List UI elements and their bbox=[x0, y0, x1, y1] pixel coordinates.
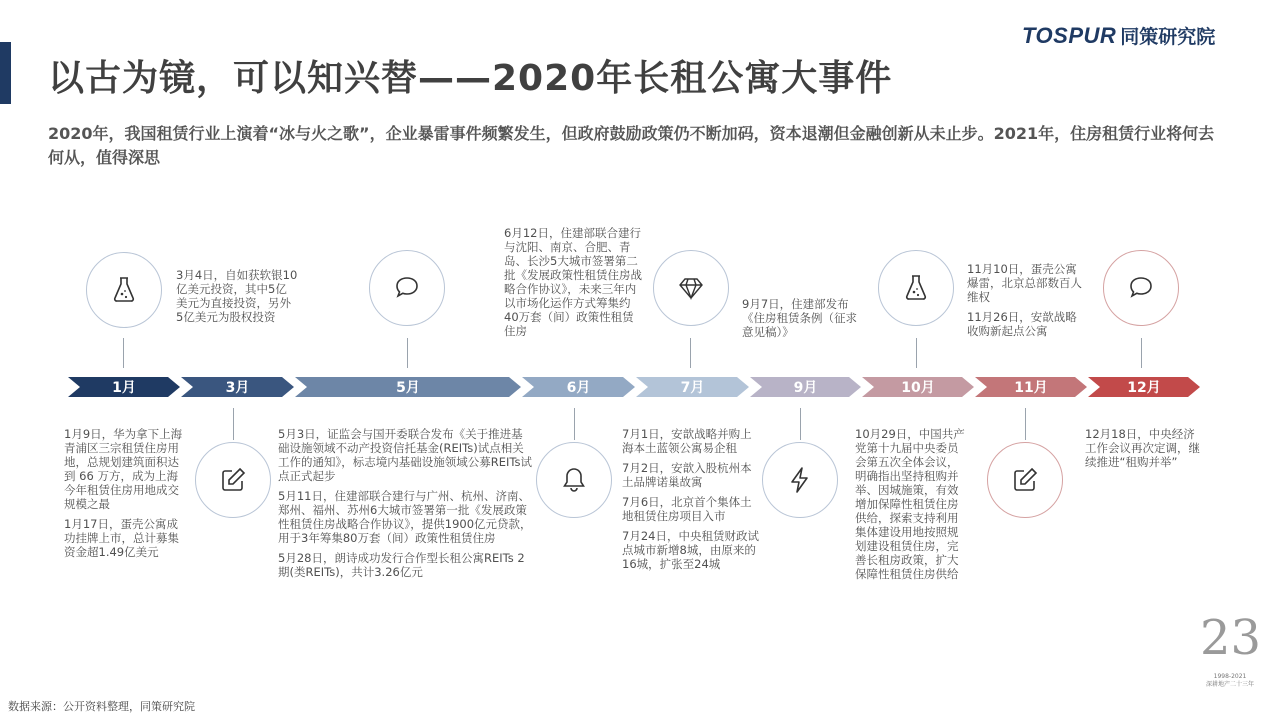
note-paragraph: 10月29日，中国共产党第十九届中央委员会第五次全体会议，明确指出坚持租购并举、因城施策，有效增加保障性租赁住房供给，探索支持利用集体建设用地按照规划建设租赁住房，完善长租房政策，扩大保障性租赁住房供给 bbox=[855, 427, 965, 581]
note-paragraph: 6月12日，住建部联合建行与沈阳、南京、合肥、青岛、长沙5大城市签署第二批《发展政策性租赁住房战略合作协议》，未来三年内以市场化运作方式筹集约40万套（间）政策性租赁住房 bbox=[504, 226, 642, 338]
connector-line bbox=[233, 408, 234, 440]
page-title: 以古为镜，可以知兴替——2020年长租公寓大事件 bbox=[48, 58, 893, 99]
connector-line bbox=[407, 338, 408, 368]
timeline-month-label: 1月 bbox=[112, 380, 136, 396]
note-december bbox=[1085, 427, 1201, 475]
lightning-icon-circle bbox=[762, 442, 838, 518]
chat-icon-circle bbox=[369, 250, 445, 326]
connector-line bbox=[123, 338, 124, 368]
note-paragraph: 1月9日，华为拿下上海青浦区三宗租赁住房用地，总规划建筑面积达到 66 万方，成为上海今年租赁住房用地成交规模之最 bbox=[64, 427, 183, 511]
connector-line bbox=[574, 408, 575, 440]
connector-line bbox=[690, 338, 691, 368]
connector-line bbox=[1025, 408, 1026, 440]
note-paragraph: 7月2日，安歆入股杭州本土品牌诺巢故寓 bbox=[622, 461, 752, 489]
note-paragraph: 11月10日，蛋壳公寓爆雷，北京总部数百人维权 bbox=[967, 262, 1082, 304]
intro-text: 2020年，我国租赁行业上演着“冰与火之歌”，企业暴雷事件频繁发生，但政府鼓励政策仍不断加码，资本退潮但金融创新从未止步。2021年，住房租赁行业将何去何从，值得深思 bbox=[48, 124, 1215, 167]
note-october bbox=[855, 427, 969, 587]
note-paragraph: 11月26日，安歆战略收购新起点公寓 bbox=[967, 310, 1077, 338]
note-july bbox=[622, 427, 760, 577]
note-november bbox=[967, 262, 1085, 344]
watermark-slogan: 深耕地产二十三年 bbox=[1205, 681, 1254, 688]
note-paragraph: 5月3日，证监会与国开委联合发布《关于推进基础设施领域不动产投资信托基金(REITs)试点相关工作的通知》，标志境内基础设施领域公募REITs试点正式起步 bbox=[278, 427, 533, 483]
note-paragraph: 12月18日，中央经济工作会议再次定调，继续推进“租购并举” bbox=[1085, 427, 1200, 469]
chat-icon bbox=[1126, 273, 1156, 303]
timeline-month-label: 5月 bbox=[396, 380, 420, 396]
timeline-month-label: 3月 bbox=[225, 380, 250, 396]
bell-icon-circle bbox=[536, 442, 612, 518]
note-march bbox=[176, 268, 298, 330]
diamond-icon-circle bbox=[653, 250, 729, 326]
timeline-month-label: 6月 bbox=[566, 380, 591, 396]
timeline-month-label: 9月 bbox=[793, 380, 818, 396]
connector-line bbox=[800, 408, 801, 440]
flask-icon-circle bbox=[878, 250, 954, 326]
watermark-number: 23 bbox=[1200, 610, 1262, 666]
note-paragraph: 5月11日，住建部联合建行与广州、杭州、济南、郑州、福州、苏州6大城市签署第一批《发展政策性租赁住房战略合作协议》，提供1900亿元贷款，用于3年筹集80万套（间）政策性租赁住房 bbox=[278, 489, 532, 545]
diamond-icon bbox=[676, 273, 706, 303]
brand-name: 同策研究院 bbox=[1120, 26, 1216, 48]
note-june bbox=[504, 226, 644, 344]
chat-icon bbox=[392, 273, 422, 303]
flask-icon bbox=[901, 273, 931, 303]
note-paragraph: 7月24日，中央租赁财政试点城市新增8城，由原来的16城，扩张至24城 bbox=[622, 529, 759, 571]
edit-icon bbox=[218, 465, 248, 495]
edit-icon-circle bbox=[195, 442, 271, 518]
note-paragraph: 1月17日，蛋壳公寓成功挂牌上市，总计募集资金超1.49亿美元 bbox=[64, 517, 179, 559]
anniversary-watermark bbox=[1200, 603, 1260, 698]
note-may bbox=[278, 427, 534, 585]
lightning-icon bbox=[785, 465, 815, 495]
bell-icon bbox=[559, 465, 589, 495]
data-source: 数据来源：公开资料整理，同策研究院 bbox=[8, 700, 195, 713]
edit-icon bbox=[1010, 465, 1040, 495]
note-paragraph: 9月7日，住建部发布《住房租赁条例（征求意见稿）》 bbox=[742, 297, 857, 339]
note-september bbox=[742, 297, 860, 345]
note-january bbox=[64, 427, 184, 565]
note-paragraph: 7月6日，北京首个集体土地租赁住房项目入市 bbox=[622, 495, 752, 523]
timeline-month-label: 7月 bbox=[680, 380, 705, 396]
timeline-month-label: 12月 bbox=[1127, 380, 1161, 396]
connector-line bbox=[1141, 338, 1142, 368]
flask-icon-circle bbox=[86, 252, 162, 328]
watermark-years: 1998-2021 bbox=[1213, 673, 1247, 680]
connector-line bbox=[916, 338, 917, 368]
timeline-month-label: 10月 bbox=[901, 380, 935, 396]
note-paragraph: 7月1日，安歆战略并购上海本土蓝领公寓易企租 bbox=[622, 427, 752, 455]
flask-icon bbox=[109, 275, 139, 305]
note-paragraph: 3月4日，自如获软银10 亿美元投资，其中5亿美元为直接投资，另外5亿美元为股权投资 bbox=[176, 268, 298, 324]
chat-icon-circle bbox=[1103, 250, 1179, 326]
brand-mark: TOSPUR bbox=[1022, 22, 1117, 48]
note-paragraph: 5月28日，朗诗成功发行合作型长租公寓REITs 2期(类REITs)，共计3.26亿元 bbox=[278, 551, 525, 579]
timeline-month-label: 11月 bbox=[1014, 380, 1048, 396]
edit-icon-circle bbox=[987, 442, 1063, 518]
